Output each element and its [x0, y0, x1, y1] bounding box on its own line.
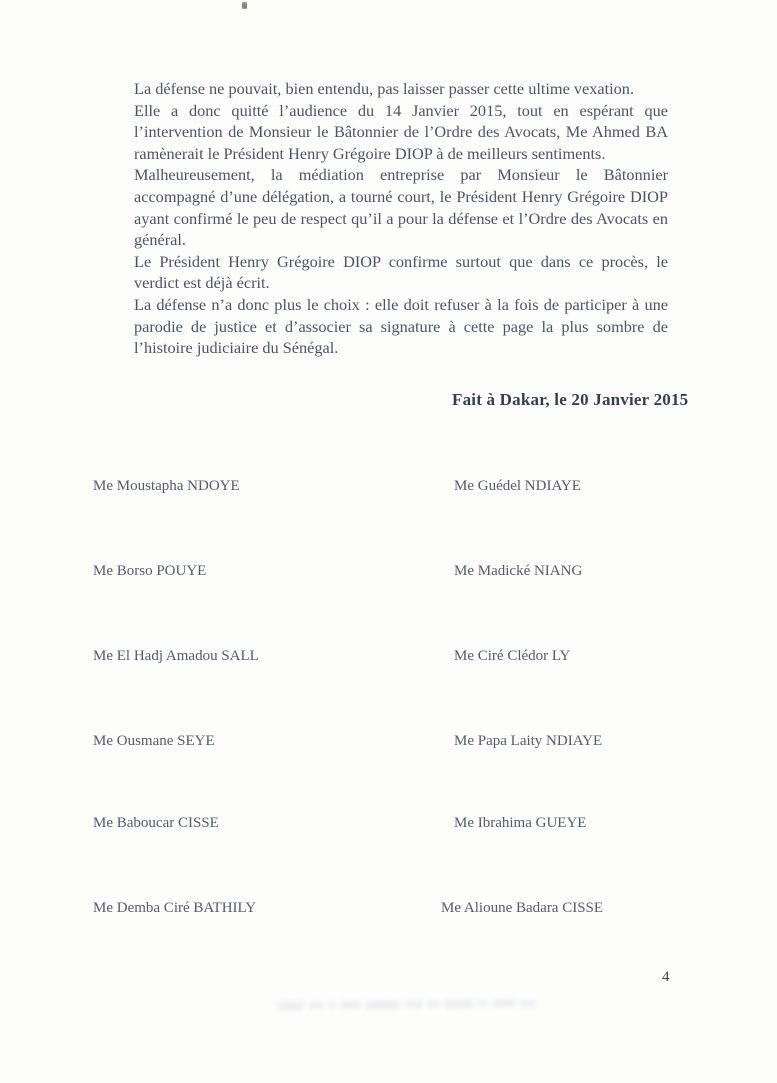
- paragraph: Malheureusement, la médiation entreprise par Monsieur le Bâtonnier accompagné d’une délégation, a tourné court, le Président Henry Grégoire DIOP ayant confirmé le peu de respect qu’il a pour la défense et l’Ordre des Avocats en général.: [134, 165, 668, 250]
- signature-row: [0, 563, 777, 585]
- signatory-name: Me Madické NIANG: [454, 563, 583, 579]
- signatory-name: Me Ibrahima GUEYE: [454, 815, 587, 831]
- signature-row: [0, 815, 777, 837]
- signatory-name: Me Ousmane SEYE: [93, 733, 215, 749]
- signatory-name: Me Guédel NDIAYE: [454, 478, 581, 494]
- signature-row: [0, 733, 777, 755]
- signatory-name: Me Borso POUYE: [93, 563, 207, 579]
- paragraph: La défense ne pouvait, bien entendu, pas laisser passer cette ultime vexation.: [134, 79, 635, 98]
- signatory-name: Me El Hadj Amadou SALL: [93, 648, 259, 664]
- signatory-name: Me Alioune Badara CISSE: [441, 900, 604, 916]
- signature-row: [0, 478, 777, 500]
- signature-row: [0, 900, 777, 922]
- page-number: 4: [662, 969, 670, 985]
- scan-artifact-dot: [242, 2, 247, 9]
- signatory-name: Me Demba Ciré BATHILY: [93, 900, 257, 916]
- bleed-through-text: [278, 992, 578, 1015]
- signatory-name: Me Ciré Clédor LY: [454, 648, 571, 664]
- paragraph: Le Président Henry Grégoire DIOP confirme surtout que dans ce procès, le verdict est déjà écrit.: [134, 251, 668, 293]
- signatory-name: Me Baboucar CISSE: [93, 815, 219, 831]
- body-text-block: [134, 78, 668, 359]
- paragraph: Elle a donc quitté l’audience du 14 Janvier 2015, tout en espérant que l’intervention de Monsieur le Bâtonnier de l’Ordre des Avocats, Me Ahmed BA ramènerait le Président Henry Grégoire DIOP à de meilleurs sentiments.: [134, 100, 668, 163]
- date-line: Fait à Dakar, le 20 Janvier 2015: [452, 390, 689, 409]
- signature-row: [0, 648, 777, 670]
- signatory-name: Me Papa Laity NDIAYE: [454, 733, 603, 749]
- paragraph: La défense n’a donc plus le choix : elle doit refuser à la fois de participer à une parodie de justice et d’associer sa signature à cette page la plus sombre de l’histoire judiciaire du Sénégal.: [134, 294, 668, 358]
- signatory-name: Me Moustapha NDOYE: [93, 478, 240, 494]
